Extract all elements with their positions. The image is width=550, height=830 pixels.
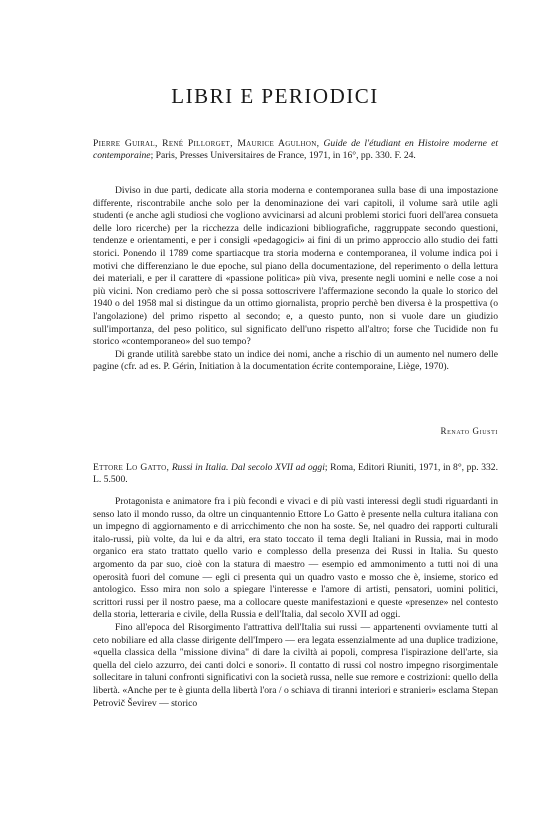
- page-title: LIBRI E PERIODICI: [171, 84, 379, 108]
- paragraph: Diviso in due parti, dedicate alla storia moderna e contemporanea sulla base di una impostazione differente, riscontrabile anche solo per la denominazione dei vari capitoli, il volume sarà utile agli studenti (e anche agli studiosi che vogliono avvicinarsi ad alcuni problemi storici fuori dell'area consueta delle loro ricerche) per la ricchezza delle indicazioni bibliografiche, raggruppate secondo questioni, tendenze e orientamenti, e per i consigli «pedagogici» ai fini di un primo approccio allo studio dei fatti storici. Ponendo il 1789 come spartiacque tra storia moderna e contemporanea, il volume indica poi i motivi che differenziano le due epoche, sul piano della documentazione, del reperimento o della lettura dei materiali, e per il carattere di «passione politica» più viva, presente negli uomini e nelle cose a noi più vicini. Non crediamo però che si possa sottoscrivere l'affermazione secondo la quale lo storico del 1940 o del 1958 mal si distingue da un ottimo giornalista, proprio perchè ben diversa è la prospettiva (o l'angolazione) del primo rispetto al secondo; e, a questo punto, non si vuole dare un giudizio sull'importanza, del peso politico, sul significato dell'uno rispetto all'altro; forse che Tucidide non fu storico «contemporaneo» del suo tempo?: [93, 185, 498, 348]
- entry-header-1: [93, 138, 498, 162]
- paragraph: Protagonista e animatore fra i più fecondi e vivaci e di più vasti interessi degli studi riguardanti in senso lato il mondo russo, da oltre un cinquantennio Ettore Lo Gatto è presente nella cultura italiana con un impegno di aggiornamento e di arricchimento che non ha soste. Se, nel quadro dei rapporti culturali italo-russi, più volte, da lui e da altri, era stato toccato il tema degli Italiani in Russia, mai in modo organico era stato trattato quello vario e complesso della presenza dei Russi in Italia. Su questo argomento da par suo, cioè con la statura di maestro — esempio ed ammonimento a tutti noi di una operosità fuori del comune — egli ci presenta qui un quadro vasto e mosso che è, insieme, storico ed antologico. Esso mira non solo a spiegare l'interesse e l'amore di artisti, pensatori, uomini politici, scrittori russi per il nostro paese, ma a collocare queste manifestazioni e queste «presenze» nel contesto della storia, letteraria e civile, della Russia e dell'Italia, dal secolo XVII ad oggi.: [93, 496, 498, 621]
- entry-signature: Renato Giusti: [440, 426, 498, 436]
- entry-book-title: Guide de l'étudiant en Histoire moderne et contemporaine: [93, 138, 498, 161]
- entry-body-2: [93, 496, 498, 710]
- entry-authors: Pierre Guiral, René Pillorget, Maurice Agulhon,: [93, 138, 320, 149]
- entry-publication: ; Roma, Editori Riuniti, 1971, in 8°, pp. 332. L. 5.500.: [93, 462, 499, 485]
- paragraph: Fino all'epoca del Risorgimento l'attrattiva dell'Italia sui russi — appartenenti ovviamente tutti al ceto nobiliare ed alla classe dirigente dell'Impero — era legata essenzialmente ad una duplice tradizione, «quella classica della "missione divina" di dare la civiltà ai popoli, compresa l'ispirazione dell'arte, sia quella del cielo azzurro, dei canti dolci e sonori». Il contatto di russi col nostro impegno risorgimentale sollecitare in taluni confronti significativi con la società russa, nelle sue remore e costrizioni: quello della libertà. «Anche per te è giunta della libertà l'ora / o schiava di tiranni interiori e stranieri» esclama Stepan Petrovič Ševirev — storico: [93, 621, 498, 709]
- entry-publication: ; Paris, Presses Universitaires de France, 1971, in 16°, pp. 330. F. 24.: [150, 150, 416, 161]
- entry-header-2: [93, 462, 498, 486]
- entry-body-1: [93, 185, 498, 374]
- entry-book-title: Russi in Italia. Dal secolo XVII ad oggi: [171, 462, 325, 473]
- entry-authors: Ettore Lo Gatto,: [93, 462, 170, 473]
- paragraph: Di grande utilità sarebbe stato un indice dei nomi, anche a rischio di un aumento nel numero delle pagine (cfr. ad es. P. Gérin, Initiation à la documentation écrite contemporaine, Liège, 1970).: [93, 348, 498, 373]
